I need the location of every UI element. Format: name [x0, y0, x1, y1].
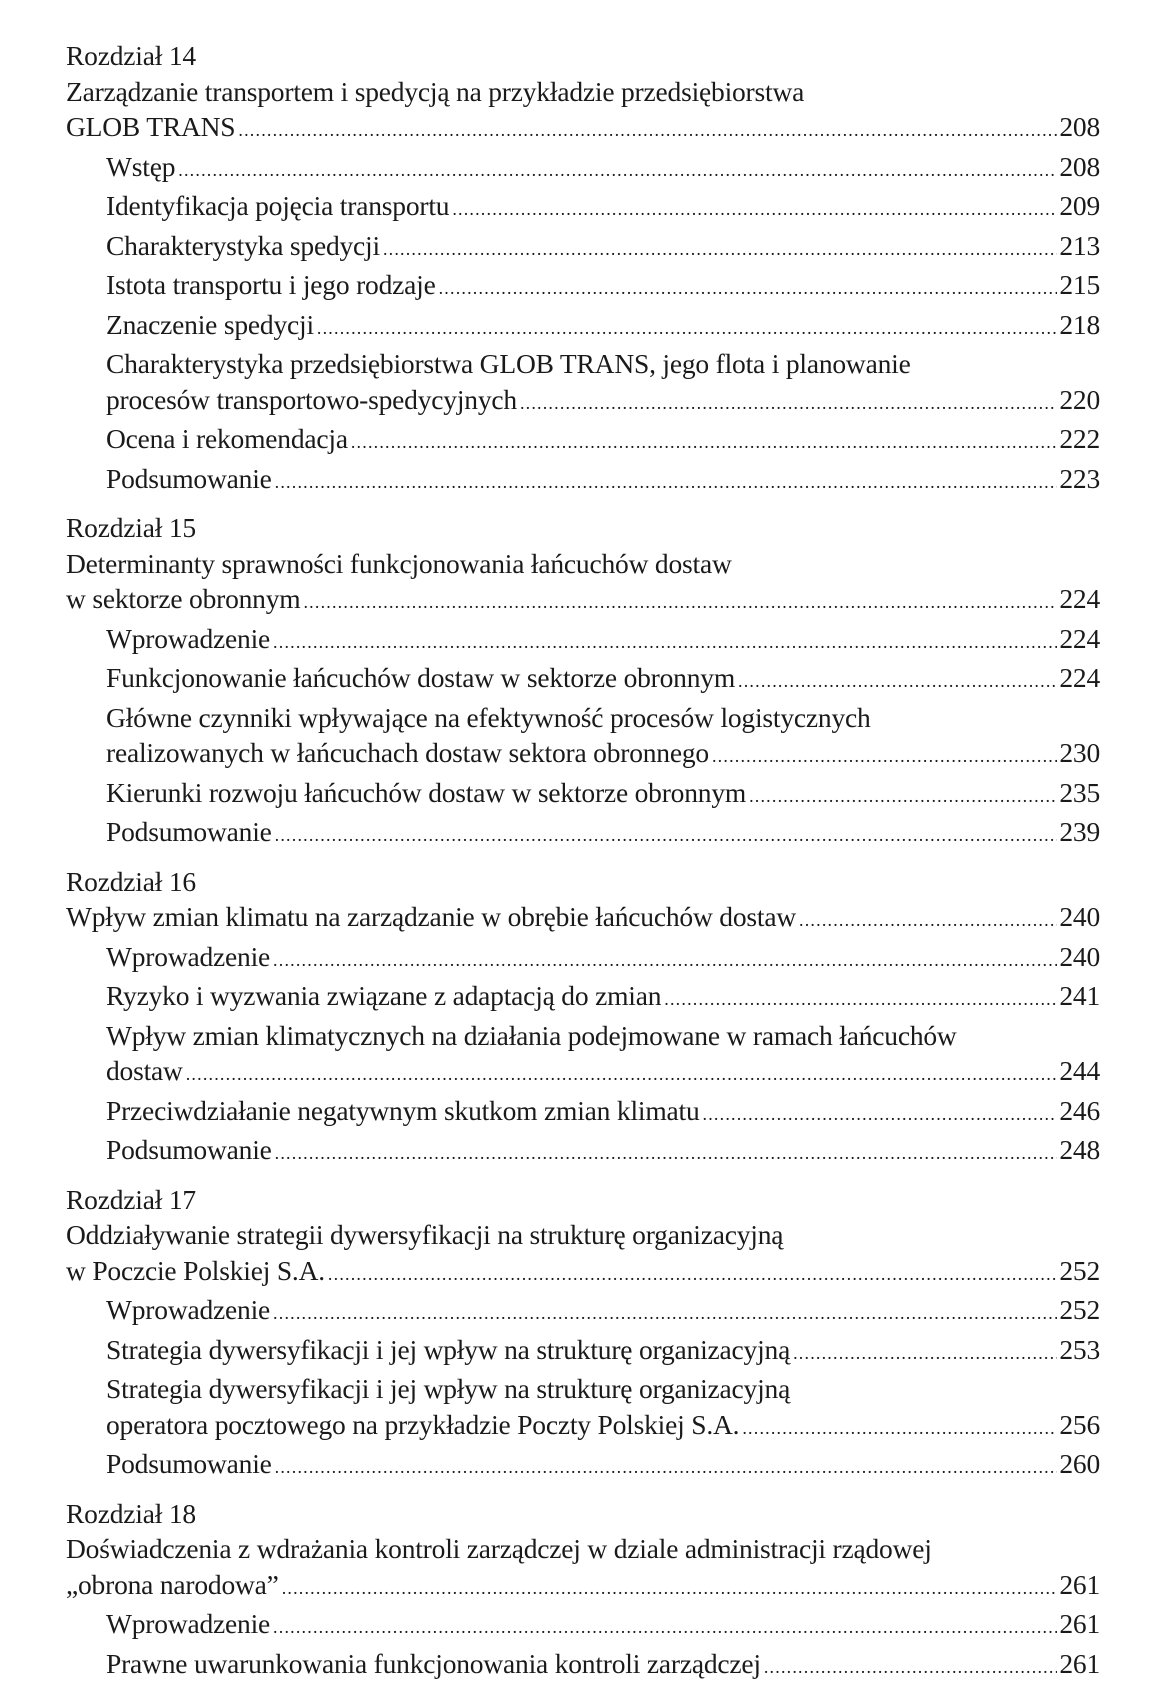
section-title: Kierunki rozwoju łańcuchów dostaw w sektorze obronnym: [106, 776, 747, 808]
dot-leader: [275, 1450, 1058, 1486]
section-entry-multiline[interactable]: [66, 1371, 1100, 1446]
page-number: 256: [1059, 1408, 1100, 1440]
chapter-title-line: Doświadczenia z wdrażania kontroli zarządczej w dziale administracji rządowej: [66, 1533, 932, 1564]
section-entry[interactable]: [66, 1646, 1100, 1686]
dot-leader: [275, 818, 1058, 854]
section-title: Podsumowanie: [106, 1448, 272, 1479]
section-title: Wprowadzenie: [106, 940, 271, 972]
section-title: Strategia dywersyfikacji i jej wpływ na strukturę organizacyjną: [106, 1333, 791, 1365]
section-title: realizowanych w łańcuchach dostaw sektora obronnego: [106, 737, 709, 768]
dot-leader: [273, 1610, 1057, 1646]
section-entry[interactable]: [66, 228, 1100, 268]
chapter-title: w Poczcie Polskiej S.A.: [66, 1254, 325, 1286]
dot-leader: [764, 1650, 1058, 1686]
chapter-title-line: Determinanty sprawności funkcjonowania łańcuchów dostaw: [66, 547, 732, 579]
section-entry[interactable]: [66, 1446, 1100, 1486]
section-title: Prawne uwarunkowania funkcjonowania kontroli zarządczej: [106, 1647, 761, 1679]
dot-leader: [273, 1296, 1057, 1332]
page-number: 252: [1059, 1294, 1100, 1325]
section-entry-multiline[interactable]: [66, 1018, 1100, 1093]
section-title: Podsumowanie: [106, 1134, 272, 1165]
page-number: 261: [1059, 1647, 1100, 1679]
section-entry[interactable]: [66, 1093, 1100, 1133]
section-entry[interactable]: [66, 421, 1100, 461]
page-number: 241: [1059, 980, 1100, 1011]
section-title: Ocena i rekomendacja: [106, 423, 348, 454]
dot-leader: [275, 465, 1058, 501]
section-title: Znaczenie spedycji: [106, 308, 314, 340]
chapter-title-entry[interactable]: [66, 899, 1100, 939]
section-entry[interactable]: [66, 621, 1100, 661]
page-number: 261: [1059, 1568, 1100, 1600]
section-title: Wstęp: [106, 150, 176, 182]
page-number: 208: [1059, 150, 1100, 182]
chapter-title: GLOB TRANS: [66, 111, 236, 142]
section-title: Charakterystyka spedycji: [106, 229, 380, 261]
section-entry[interactable]: [66, 149, 1100, 189]
page-number: 260: [1059, 1448, 1100, 1479]
dot-leader: [742, 1411, 1057, 1447]
chapter-18: [66, 1496, 1100, 1686]
section-title-line: Wpływ zmian klimatycznych na działania podejmowane w ramach łańcuchów: [106, 1019, 957, 1051]
page-number: 253: [1059, 1333, 1100, 1365]
page-number: 240: [1059, 940, 1100, 972]
page-number: 240: [1059, 901, 1100, 932]
section-title: procesów transportowo-spedycyjnych: [106, 383, 517, 415]
dot-leader: [664, 982, 1057, 1018]
chapter-title: Wpływ zmian klimatu na zarządzanie w obrębie łańcuchów dostaw: [66, 901, 797, 932]
page-number: 224: [1059, 583, 1100, 614]
section-entry-multiline[interactable]: [66, 700, 1100, 775]
page-number: 223: [1059, 462, 1100, 494]
page-number: 239: [1059, 816, 1100, 847]
page-number: 215: [1059, 269, 1100, 300]
page-number: 218: [1059, 308, 1100, 340]
chapter-title-line: Oddziaływanie strategii dywersyfikacji na strukturę organizacyjną: [66, 1219, 784, 1250]
section-entry[interactable]: [66, 775, 1100, 815]
dot-leader: [351, 425, 1058, 461]
section-title: dostaw: [106, 1055, 183, 1086]
dot-leader: [749, 779, 1057, 815]
dot-leader: [712, 739, 1057, 775]
page-number: 220: [1059, 383, 1100, 415]
page-number: 224: [1059, 662, 1100, 693]
page-number: 224: [1059, 622, 1100, 654]
section-title: Funkcjonowanie łańcuchów dostaw w sektorze obronnym: [106, 662, 736, 693]
dot-leader: [303, 585, 1057, 621]
section-title: Wprowadzenie: [106, 622, 271, 654]
page-number: 235: [1059, 776, 1100, 808]
section-entry[interactable]: [66, 1332, 1100, 1372]
chapter-15: [66, 510, 1100, 854]
section-title-line: Strategia dywersyfikacji i jej wpływ na strukturę organizacyjną: [106, 1373, 791, 1404]
dot-leader: [317, 311, 1057, 347]
dot-leader: [738, 664, 1057, 700]
section-title: Identyfikacja pojęcia transportu: [106, 190, 450, 221]
chapter-title-entry[interactable]: [66, 581, 1100, 621]
section-entry[interactable]: [66, 307, 1100, 347]
page-number: 230: [1059, 737, 1100, 768]
section-entry[interactable]: [66, 660, 1100, 700]
dot-leader: [273, 625, 1057, 661]
section-entry[interactable]: [66, 939, 1100, 979]
section-title: operatora pocztowego na przykładzie Poczty Polskiej S.A.: [106, 1408, 740, 1440]
section-entry[interactable]: [66, 188, 1100, 228]
chapter-label: Rozdział 15: [66, 512, 196, 543]
chapter-title-line: Zarządzanie transportem i spedycją na przykładzie przedsiębiorstwa: [66, 75, 805, 107]
section-entry-multiline[interactable]: [66, 346, 1100, 421]
dot-leader: [703, 1097, 1058, 1133]
page-number: 208: [1059, 111, 1100, 142]
section-title-line: Główne czynniki wpływające na efektywność procesów logistycznych: [106, 701, 871, 733]
page-number: 244: [1059, 1055, 1100, 1086]
dot-leader: [186, 1057, 1058, 1093]
dot-leader: [439, 271, 1058, 307]
dot-leader: [273, 943, 1057, 979]
section-title: Podsumowanie: [106, 816, 272, 847]
dot-leader: [793, 1336, 1057, 1372]
section-entry[interactable]: [66, 267, 1100, 307]
section-entry[interactable]: [66, 1292, 1100, 1332]
page-number: 261: [1059, 1608, 1100, 1639]
section-entry[interactable]: [66, 978, 1100, 1018]
dot-leader: [328, 1257, 1057, 1293]
dot-leader: [799, 903, 1057, 939]
section-title-line: Charakterystyka przedsiębiorstwa GLOB TRANS, jego flota i planowanie: [106, 348, 911, 379]
section-title: Przeciwdziałanie negatywnym skutkom zmian klimatu: [106, 1094, 700, 1126]
chapter-label: Rozdział 16: [66, 865, 196, 897]
page-number: 222: [1059, 423, 1100, 454]
chapter-16: [66, 864, 1100, 1172]
dot-leader: [452, 192, 1057, 228]
section-title: Podsumowanie: [106, 462, 272, 494]
page-number: 213: [1059, 229, 1100, 261]
chapter-label: Rozdział 18: [66, 1497, 196, 1529]
dot-leader: [275, 1136, 1058, 1172]
section-entry[interactable]: [66, 814, 1100, 854]
section-entry[interactable]: [66, 461, 1100, 501]
dot-leader: [520, 386, 1057, 422]
section-title: Wprowadzenie: [106, 1608, 271, 1639]
section-entry[interactable]: [66, 1132, 1100, 1172]
dot-leader: [178, 153, 1057, 189]
section-title: Ryzyko i wyzwania związane z adaptacją do zmian: [106, 980, 662, 1011]
page-number: 209: [1059, 190, 1100, 221]
page-number: 246: [1059, 1094, 1100, 1126]
chapter-label: Rozdział 14: [66, 40, 196, 71]
dot-leader: [238, 113, 1057, 149]
chapter-17: [66, 1182, 1100, 1486]
chapter-title-entry[interactable]: [66, 1253, 1100, 1293]
section-title: Wprowadzenie: [106, 1294, 271, 1325]
section-entry[interactable]: [66, 1606, 1100, 1646]
chapter-title: „obrona narodowa”: [66, 1568, 279, 1600]
chapter-title-entry[interactable]: [66, 109, 1100, 149]
table-of-contents: [66, 38, 1100, 1695]
chapter-title-entry[interactable]: [66, 1567, 1100, 1607]
chapter-title: w sektorze obronnym: [66, 583, 301, 614]
dot-leader: [383, 232, 1057, 268]
page-number: 252: [1059, 1254, 1100, 1286]
section-title: Istota transportu i jego rodzaje: [106, 269, 436, 300]
chapter-14: [66, 38, 1100, 500]
page-number: 248: [1059, 1134, 1100, 1165]
chapter-label: Rozdział 17: [66, 1183, 196, 1215]
dot-leader: [282, 1571, 1058, 1607]
